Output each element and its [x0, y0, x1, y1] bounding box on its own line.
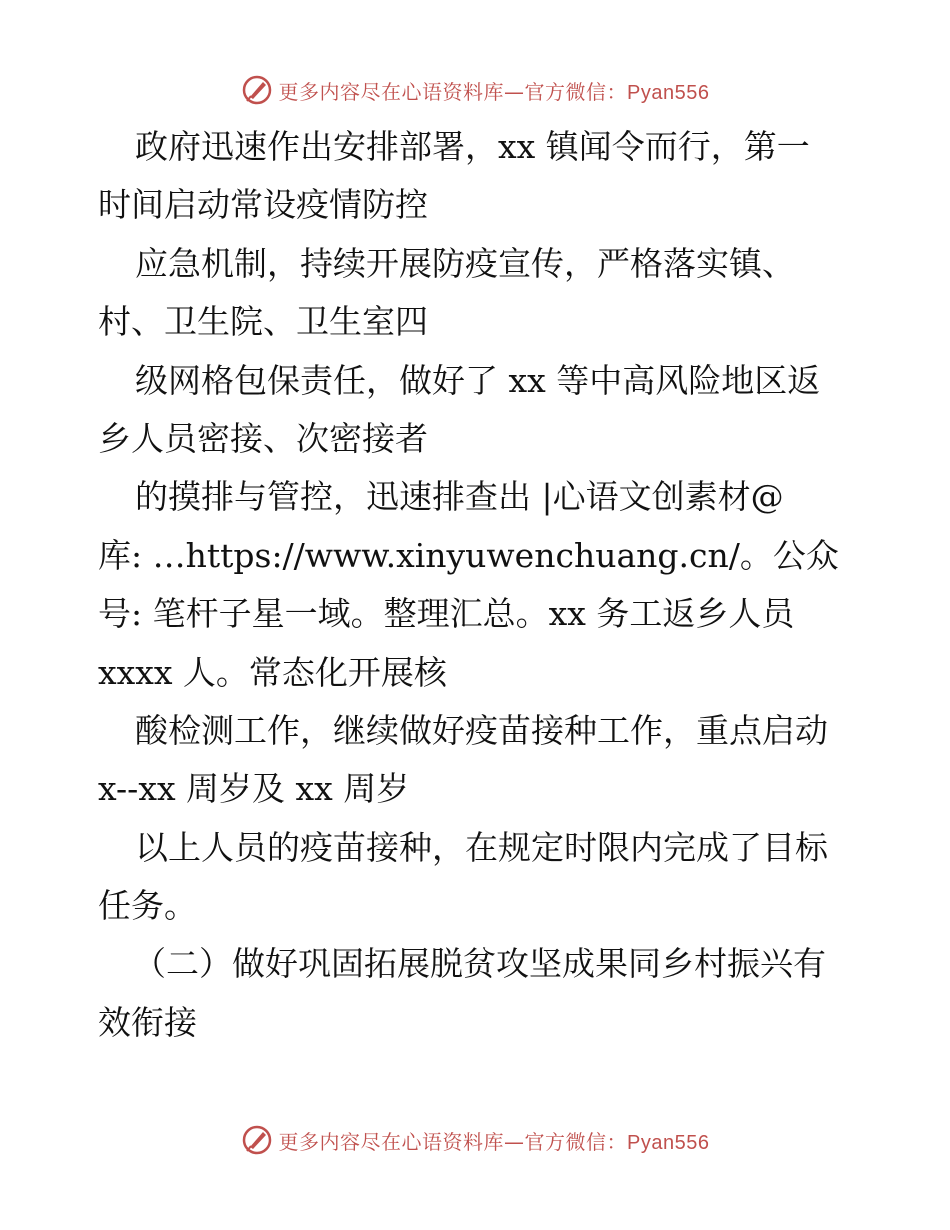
- body-line: 政府迅速作出安排部署，xx 镇闻令而行，第一: [135, 127, 810, 166]
- header-banner: [0, 70, 950, 110]
- banner-text: [279, 76, 710, 105]
- body-line: 级网格包保责任，做好了 xx 等中高风险地区返: [135, 360, 821, 400]
- quill-pen-logo-icon: [241, 74, 273, 106]
- banner-wechat-label: 官方微信：: [524, 1129, 628, 1154]
- body-line: 号: 笔杆子星一域。整理汇总。xx 务工返乡人员: [98, 594, 795, 634]
- banner-wechat-label: 官方微信：: [524, 79, 628, 104]
- body-line: 应急机制，持续开展防疫宣传，严格落实镇、: [135, 243, 795, 283]
- body-line: 的摸排与管控，迅速排查出 |心语文创素材@: [135, 477, 784, 517]
- section-heading: （二）做好巩固拓展脱贫攻坚成果同乡村振兴有: [133, 944, 826, 984]
- banner-site-text: 更多内容尽在心语资料库: [278, 1129, 505, 1154]
- footer-banner: [0, 1120, 950, 1160]
- quill-pen-logo-icon: [241, 1124, 273, 1156]
- body-line: x--xx 周岁及 xx 周岁: [98, 769, 410, 809]
- banner-separator: —: [504, 1129, 525, 1154]
- body-line: 以上人员的疫苗接种，在规定时限内完成了目标: [135, 827, 828, 867]
- body-line: 酸检测工作，继续做好疫苗接种工作，重点启动: [135, 710, 828, 750]
- section-heading-continuation: 效衔接: [98, 1002, 197, 1042]
- body-line: 库: …https://www.xinyuwenchuang.cn/。公众: [98, 535, 839, 575]
- banner-wechat-id: Pyan556: [627, 1131, 710, 1154]
- body-line: xxxx 人。常态化开展核: [98, 652, 447, 692]
- banner-text: [279, 1126, 710, 1155]
- body-line: 村、卫生院、卫生室四: [98, 302, 428, 342]
- body-line: 任务。: [98, 886, 197, 926]
- banner-separator: —: [504, 79, 525, 104]
- body-line: 乡人员密接、次密接者: [98, 418, 428, 458]
- document-body: [98, 118, 858, 1052]
- body-line: 时间启动常设疫情防控: [98, 185, 428, 225]
- banner-site-text: 更多内容尽在心语资料库: [278, 79, 505, 104]
- banner-wechat-id: Pyan556: [627, 81, 710, 104]
